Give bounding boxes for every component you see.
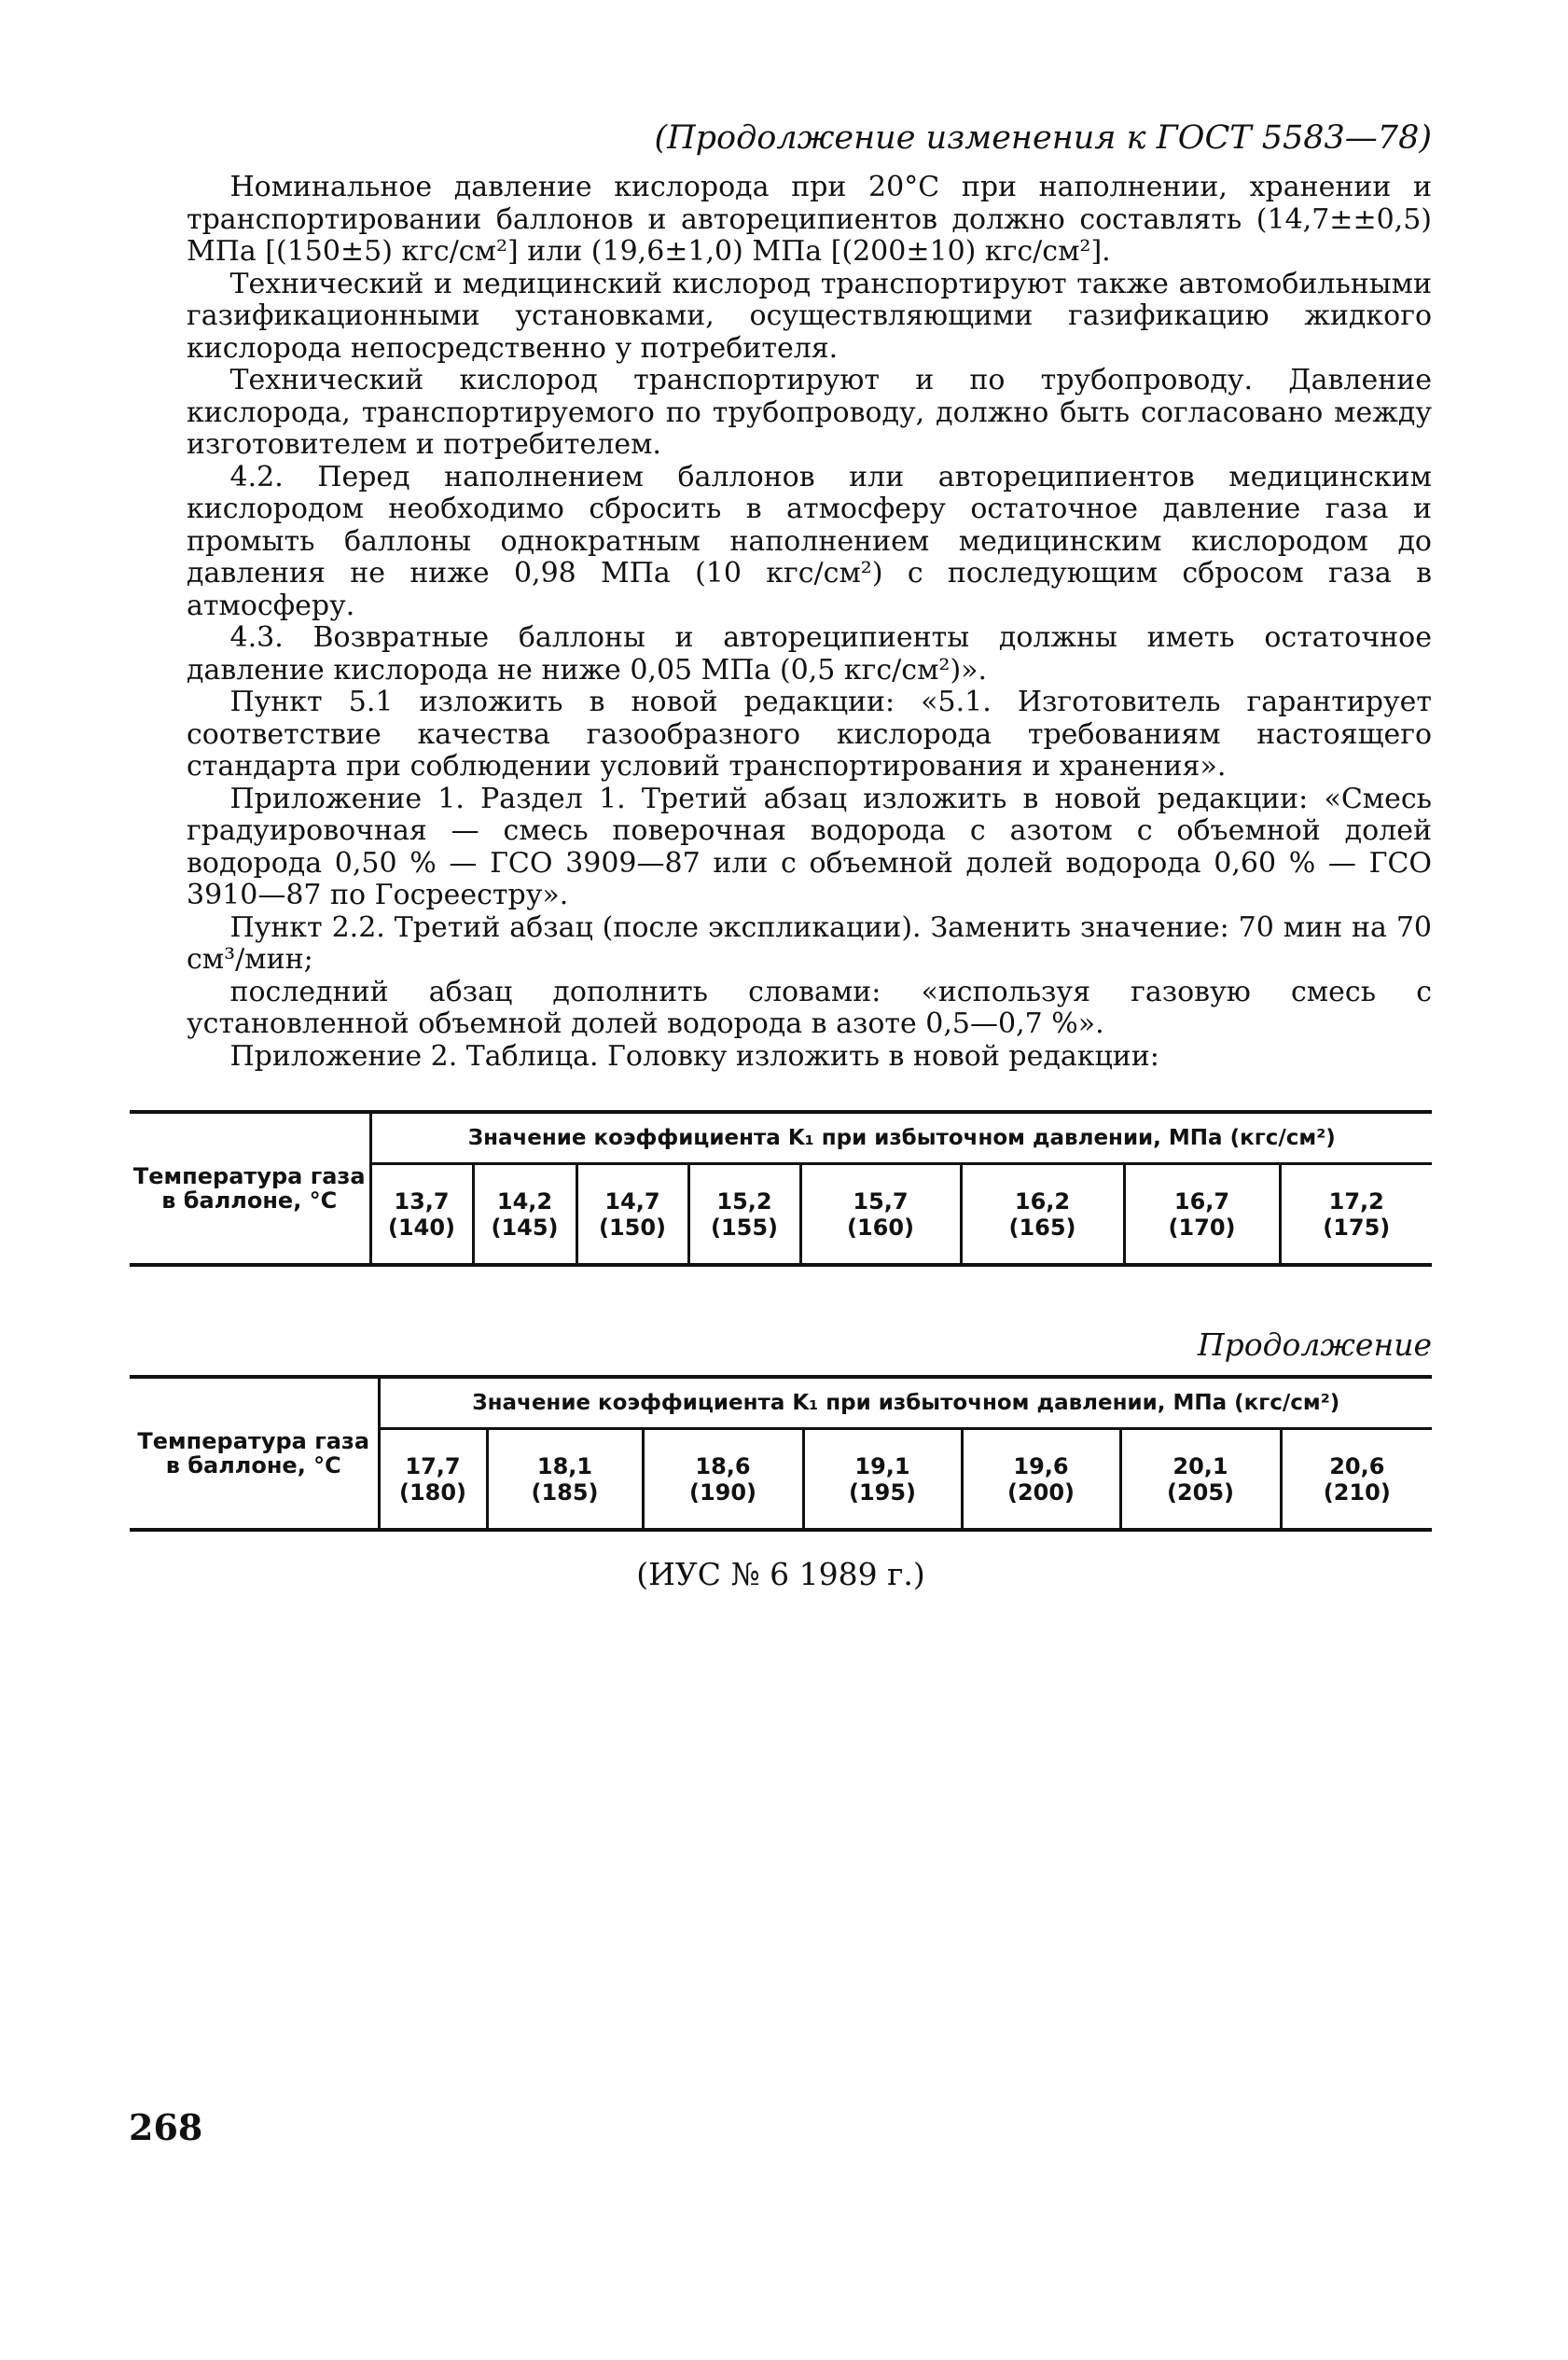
paragraph: Приложение 1. Раздел 1. Третий абзац изложить в новой редакции: «Смесь градуировочная — смесь поверочная водорода с азотом с объемной долей водорода 0,50 % — ГСО 3909—87 или с объемной долей водорода 0,60 % — ГСО 3910—87 по Госреестру». (187, 782, 1432, 911)
pressure-mpa: 15,2 (716, 1187, 772, 1215)
pressure-mpa: 16,7 (1173, 1187, 1230, 1215)
row-header-temperature: Температура газа в баллоне, °С (130, 1377, 379, 1530)
pressure-mpa: 20,1 (1173, 1452, 1228, 1479)
pressure-cell (962, 1429, 1120, 1531)
pressure-cell (1281, 1429, 1432, 1531)
pressure-kgs: (170) (1168, 1214, 1236, 1241)
source-reference: (ИУС № 6 1989 г.) (636, 1556, 925, 1592)
page-number: 268 (129, 2106, 203, 2148)
pressure-cell (803, 1429, 962, 1531)
group-header-coefficient: Значение коэффициента K₁ при избыточном давлении, МПа (кгс/см²) (370, 1112, 1432, 1164)
pressure-cell (370, 1164, 473, 1266)
group-header-coefficient: Значение коэффициента K₁ при избыточном давлении, МПа (кгс/см²) (379, 1377, 1432, 1429)
paragraph: Пункт 2.2. Третий абзац (после экспликации). Заменить значение: 70 мин на 70 см³/мин; (187, 910, 1432, 976)
pressure-cell (688, 1164, 800, 1266)
pressure-kgs: (205) (1166, 1478, 1235, 1506)
pressure-mpa: 14,7 (604, 1187, 660, 1215)
pressure-cell (961, 1164, 1124, 1266)
page-header: (Продолжение изменения к ГОСТ 5583—78) (654, 119, 1432, 157)
pressure-kgs: (165) (1008, 1214, 1076, 1241)
paragraph: Пункт 5.1 изложить в новой редакции: «5.1. Изготовитель гарантирует соответствие качества газообразного кислорода требованиям настоящего стандарта при соблюдении условий транспортирования и хранения». (187, 686, 1432, 783)
pressure-kgs: (160) (846, 1214, 915, 1241)
pressure-kgs: (175) (1323, 1214, 1391, 1241)
pressure-mpa: 15,7 (853, 1187, 909, 1215)
pressure-mpa: 14,2 (496, 1187, 553, 1215)
pressure-mpa: 20,6 (1329, 1452, 1385, 1479)
pressure-mpa: 18,6 (695, 1452, 751, 1479)
pressure-mpa: 19,1 (854, 1452, 910, 1479)
paragraph: последний абзац дополнить словами: «используя газовую смесь с установленной объемной долей водорода в азоте 0,5—0,7 %». (187, 975, 1432, 1040)
pressure-mpa: 17,2 (1328, 1187, 1384, 1215)
paragraph: Технический кислород транспортируют и по трубопроводу. Давление кислорода, транспортируемого по трубопроводу, должно быть согласовано между изготовителем и потребителем. (187, 364, 1432, 461)
pressure-mpa: 13,7 (394, 1187, 450, 1215)
pressure-cell (800, 1164, 961, 1266)
paragraph: Приложение 2. Таблица. Головку изложить в новой редакции: (229, 1039, 1159, 1073)
pressure-cell (487, 1429, 643, 1531)
pressure-mpa: 19,6 (1013, 1452, 1069, 1479)
pressure-mpa: 16,2 (1014, 1187, 1071, 1215)
pressure-kgs: (150) (598, 1214, 667, 1241)
pressure-cell (379, 1429, 487, 1531)
paragraph: Номинальное давление кислорода при 20°С при наполнении, хранении и транспортировании баллонов и автореципиентов должно составлять (14,7±±0,5) МПа [(150±5) кгс/см²] или (19,6±1,0) МПа [(200±10) кгс/см²]. (187, 171, 1432, 268)
body-text (187, 172, 1432, 1073)
pressure-kgs: (210) (1323, 1478, 1391, 1506)
pressure-kgs: (155) (710, 1214, 779, 1241)
paragraph: 4.3. Возвратные баллоны и автореципиенты должны иметь остаточное давление кислорода не ниже 0,05 МПа (0,5 кгс/см²)». (187, 621, 1432, 687)
pressure-cell (1120, 1429, 1281, 1531)
pressure-kgs: (190) (688, 1478, 757, 1506)
pressure-mpa: 17,7 (405, 1452, 461, 1479)
pressure-cell (473, 1164, 576, 1266)
pressure-cell (643, 1429, 803, 1531)
row-header-temperature: Температура газа в баллоне, °С (130, 1112, 370, 1265)
pressure-kgs: (185) (531, 1478, 599, 1506)
pressure-kgs: (140) (387, 1214, 456, 1241)
continuation-label: Продолжение (1197, 1326, 1432, 1363)
coefficient-table-1 (130, 1110, 1432, 1267)
coefficient-table-2 (130, 1375, 1432, 1532)
pressure-cell (1280, 1164, 1432, 1266)
pressure-kgs: (180) (398, 1478, 467, 1506)
pressure-kgs: (195) (848, 1478, 917, 1506)
pressure-kgs: (200) (1006, 1478, 1075, 1506)
paragraph: 4.2. Перед наполнением баллонов или автореципиентов медицинским кислородом необходимо сбросить в атмосферу остаточное давление газа и промыть баллоны однократным наполнением медицинским кислородом до давления не ниже 0,98 МПа (10 кгс/см²) с последующим сбросом газа в атмосферу. (187, 460, 1432, 622)
pressure-mpa: 18,1 (536, 1452, 593, 1479)
paragraph: Технический и медицинский кислород транспортируют также автомобильными газификационными установками, осуществляющими газификацию жидкого кислорода непосредственно у потребителя. (187, 267, 1432, 365)
pressure-cell (576, 1164, 688, 1266)
pressure-cell (1124, 1164, 1280, 1266)
pressure-kgs: (145) (491, 1214, 559, 1241)
